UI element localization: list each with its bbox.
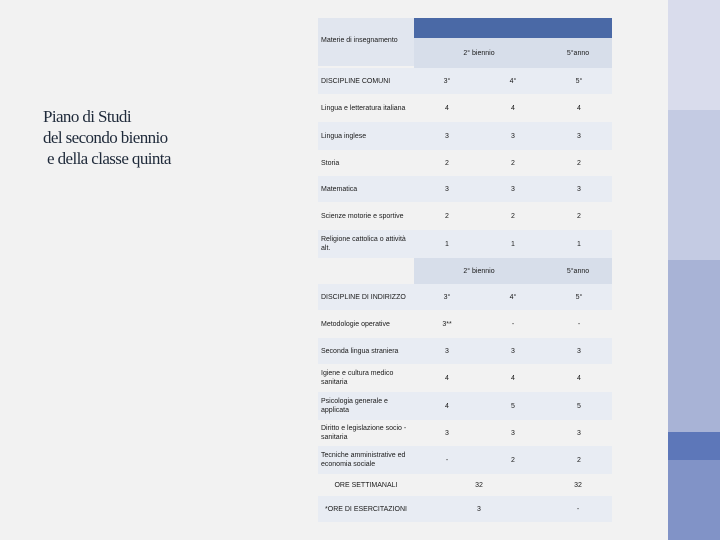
cell-value: 3 — [577, 347, 581, 355]
row-label: DISCIPLINE DI INDIRIZZO — [321, 293, 406, 301]
cell-value: 3° — [443, 293, 451, 301]
row-label: Matematica — [321, 185, 358, 193]
cell-value: 3 — [577, 429, 581, 437]
cell-value: 2 — [511, 212, 515, 220]
table-row — [318, 310, 612, 338]
decorative-strip — [668, 0, 720, 540]
cell-value: 1 — [445, 240, 449, 248]
cell-value: 3** — [442, 320, 452, 328]
row-label: Religione cattolica o attività alt. — [321, 236, 406, 252]
totals-row — [318, 474, 612, 496]
cell-value: 1 — [577, 240, 581, 248]
cell-value: 4 — [511, 374, 515, 382]
cell-value: 4 — [577, 104, 581, 112]
table-header-band — [414, 18, 612, 38]
cell-value: 4 — [511, 104, 515, 112]
cell-value: 4° — [509, 293, 517, 301]
row-label: DISCIPLINE COMUNI — [321, 77, 391, 85]
cell-value: 2 — [577, 456, 581, 464]
col-anno: 5°anno — [566, 267, 590, 275]
cell-value: 4 — [577, 374, 581, 382]
cell-value: 3 — [445, 347, 449, 355]
title-line: Piano di Studi — [43, 107, 131, 126]
cell-value: 4 — [445, 104, 449, 112]
strip-segment — [668, 260, 720, 432]
row-label: Igiene e cultura medico sanitaria — [321, 370, 394, 386]
cell-value: 2 — [511, 159, 515, 167]
row-label: Scienze motorie e sportive — [321, 212, 404, 220]
cell-value: 3 — [577, 185, 581, 193]
cell-value: 2 — [445, 212, 449, 220]
section2-column-header — [414, 258, 612, 284]
cell-value: 2 — [445, 159, 449, 167]
cell-value: 3 — [445, 429, 449, 437]
cell-value: 3 — [511, 429, 515, 437]
cell-value: 5 — [577, 402, 581, 410]
table-row — [318, 122, 612, 150]
cell-value: 3 — [511, 347, 515, 355]
cell-value: - — [511, 320, 515, 328]
cell-value: - — [576, 505, 580, 513]
cell-value: 4 — [445, 402, 449, 410]
cell-value: 5 — [511, 402, 515, 410]
cell-value: 3 — [445, 132, 449, 140]
cell-value: 2 — [577, 159, 581, 167]
cell-value: 2 — [577, 212, 581, 220]
table-row — [318, 364, 612, 392]
table-row — [318, 176, 612, 202]
cell-value: 4° — [509, 77, 517, 85]
section1-head-row — [318, 68, 612, 94]
row-label: Seconda lingua straniera — [321, 347, 399, 355]
row-label: Lingua e letteratura italiana — [321, 104, 406, 112]
title-line: e della classe quinta — [47, 149, 171, 168]
section1-column-header — [414, 38, 612, 68]
cell-value: 3 — [477, 505, 481, 513]
cell-value: - — [445, 456, 449, 464]
section2-label-spacer — [318, 258, 414, 284]
cell-value: 2 — [511, 456, 515, 464]
header-label: Materie di insegnamento — [321, 36, 398, 44]
cell-value: 3 — [511, 132, 515, 140]
cell-value: - — [577, 320, 581, 328]
cell-value: 4 — [445, 374, 449, 382]
row-label: Psicologia generale e applicata — [321, 398, 388, 414]
cell-value: 5° — [575, 77, 583, 85]
table-row — [318, 150, 612, 176]
totals-row — [318, 496, 612, 522]
strip-segment — [668, 110, 720, 260]
col-biennio: 2° biennio — [463, 267, 495, 275]
table-row — [318, 446, 612, 474]
row-label: *ORE DI ESERCITAZIONI — [325, 505, 407, 513]
table-row — [318, 392, 612, 420]
row-label: Storia — [321, 159, 340, 167]
title-line: del secondo biennio — [43, 128, 168, 147]
row-label: Diritto e legislazione socio - sanitaria — [321, 425, 407, 441]
cell-value: 3° — [443, 77, 451, 85]
cell-value: 5° — [575, 293, 583, 301]
slide-title — [43, 106, 263, 169]
cell-value: 32 — [574, 481, 582, 489]
table-row — [318, 230, 612, 258]
row-label: ORE SETTIMANALI — [334, 481, 398, 489]
cell-value: 3 — [577, 132, 581, 140]
col-biennio: 2° biennio — [463, 49, 495, 57]
col-anno: 5°anno — [566, 49, 590, 57]
row-label: Tecniche amministrative ed economia sociale — [321, 452, 406, 468]
cell-value: 3 — [511, 185, 515, 193]
section2-head-row — [318, 284, 612, 310]
cell-value: 32 — [475, 481, 483, 489]
row-label: Metodologie operative — [321, 320, 390, 328]
study-plan-table — [318, 18, 612, 522]
row-label: Lingua inglese — [321, 132, 367, 140]
strip-segment — [668, 0, 720, 110]
strip-segment — [668, 432, 720, 460]
table-row — [318, 202, 612, 230]
cell-value: 1 — [511, 240, 515, 248]
cell-value: 3 — [445, 185, 449, 193]
table-row — [318, 338, 612, 364]
table-row — [318, 420, 612, 446]
strip-segment — [668, 460, 720, 540]
table-row — [318, 94, 612, 122]
